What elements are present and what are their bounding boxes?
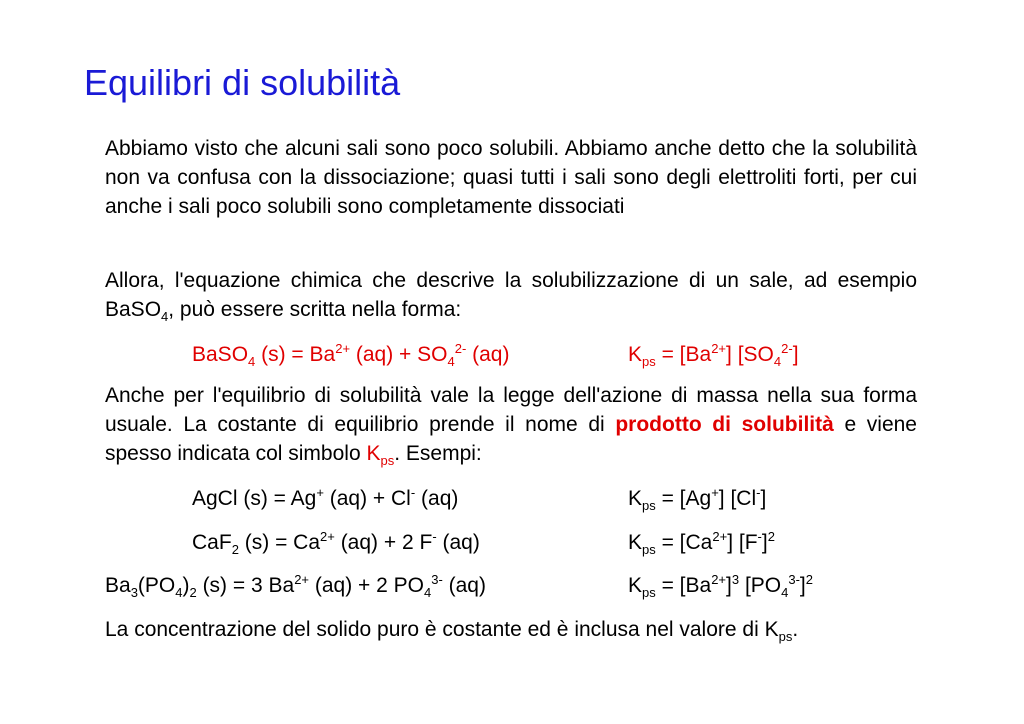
- equation-intro-paragraph: Allora, l'equazione chimica che descrive la solubilizzazione di un sale, ad esempio BaSO$_4$, può essere scritta nella forma:: [105, 269, 917, 324]
- agcl-kps-expression: $K_{ps} = [Ag^+]$ [Cl-]: [628, 485, 767, 513]
- conclusion-paragraph: La concentrazione del solido puro è costante ed è inclusa nel valore di $K_{ps}$.: [105, 618, 799, 644]
- caf2-kps-expression: $K_{ps} = [Ca^{2+}]$ $[F^-]^2$: [628, 529, 775, 557]
- intro-paragraph: Abbiamo visto che alcuni sali sono poco solubili. Abbiamo anche detto che la solubilità non va confusa con la dissociazione; quasi tutti i sali sono degli elettroliti forti, per cui anche i sali poco solubili sono completamente dissociati: [105, 137, 917, 218]
- kps-term: prodotto di solubilità: [615, 413, 834, 436]
- kps-symbol: $K_{ps}$: [366, 442, 395, 468]
- slide-title: Equilibri di solubilità: [84, 62, 401, 103]
- baso4-reaction: BaSO$_4$ $(s) = Ba^{2+}$ $(aq) + SO_4^{2-}$ (aq): [192, 341, 510, 369]
- baso4-kps-expression: $K_{ps} = [Ba^{2+}]$ $[SO_4^{2-}]$: [628, 341, 799, 369]
- ba3po4-kps-expression: $K_{ps} = [Ba^{2+}]^3$ $[PO_4^{3-}]^2$: [628, 572, 813, 600]
- agcl-reaction: AgCl (s) = Ag+ (aq) + Cl- (aq): [192, 485, 459, 510]
- ba3po4-reaction: $Ba_3(PO_4)_2$ (s) = 3 $Ba^{2+}$ (aq) + 2 $PO_4^{3-}$ (aq): [105, 572, 486, 600]
- kps-definition-paragraph: Anche per l'equilibrio di solubilità vale la legge dell'azione di massa nella sua forma usuale. La costante di equilibrio prende il nome di prodotto di solubilità e viene spesso indicata col simbolo $K_{ps}$. Esempi:: [105, 384, 917, 468]
- caf2-reaction: CaF$_2$ $(s) = Ca^{2+}$ (aq) + 2 F- (aq): [192, 529, 480, 557]
